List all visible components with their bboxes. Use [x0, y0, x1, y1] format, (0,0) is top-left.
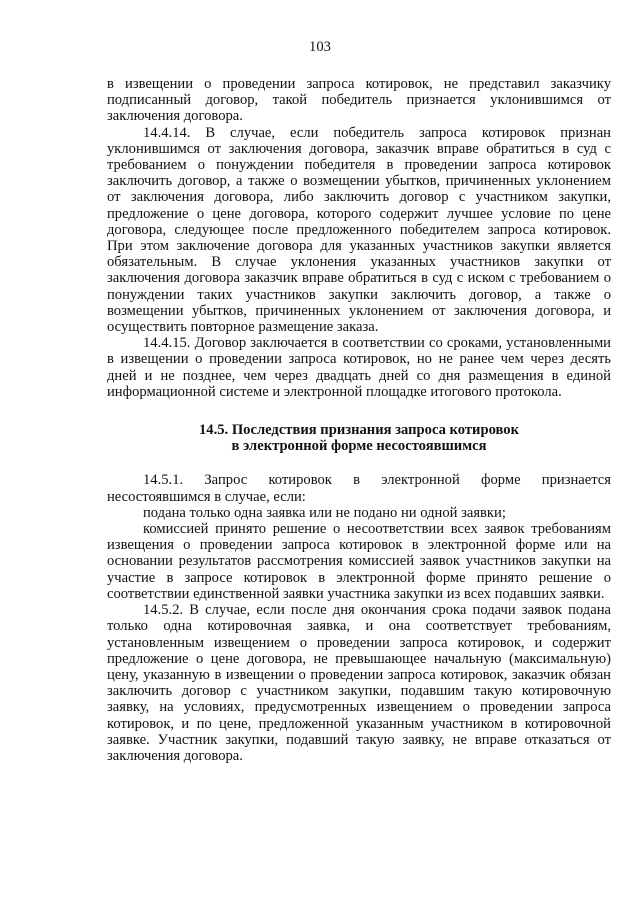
section-heading-14-5 — [107, 422, 611, 454]
list-item-single-bid: подана только одна заявка или не подано ни одной заявки; — [143, 504, 506, 521]
paragraph-14-4-15: 14.4.15. Договор заключается в соответствии со сроками, установленными в извещении о проведении запроса котировок, но не ранее чем через десять дней и не позднее, чем через двадцать дней со дня размещения в единой информационной системе и электронной площадке итогового протокола. — [107, 335, 611, 400]
list-item-commission-decision: комиссией принято решение о несоответствии всех заявок требованиям извещения о проведении запроса котировок в электронной форме или на основании результатов рассмотрения комиссией заявок участников закупки на участие в запросе котировок в электронной форме принято решение о соответствии единственной заявки участника закупки из всех подавших заявки. — [107, 521, 611, 602]
paragraph-14-5-2: 14.5.2. В случае, если после дня окончания срока подачи заявок подана только одна котировочная заявка, и она соответствует требованиям, установленным извещением о проведении запроса котировок, и содержит предложение о цене договора, не превышающее начальную (максимальную) цену, указанную в извещении о проведении запроса котировок, заказчик обязан заключить договор с участником закупки, подавшим такую котировочную заявку, на условиях, предусмотренных извещением о проведении запроса котировок, и по цене, предложенной указанным участником в котировочной заявке. Участник закупки, подавший такую заявку, не вправе отказаться от заключения договора. — [107, 602, 611, 764]
paragraph-continuation: в извещении о проведении запроса котировок, не представил заказчику подписанный договор, такой победитель признается уклонившимся от заключения договора. — [107, 76, 611, 125]
paragraph-14-4-14: 14.4.14. В случае, если победитель запроса котировок признан уклонившимся от заключения договора, заказчик вправе обратиться в суд с требованием о понуждении победителя в проведении запроса котировок заключить договор, а также о возмещении убытков, причиненных уклонением от заключения договора, либо заключить договор с участником закупки, предложение о цене договора, которого содержит лучшее условие по цене договора, следующее после предложенного победителем запроса котировок. При этом заключение договора для указанных участников закупки является обязательным. В случае уклонения указанных участников закупки от заключения договора заказчик вправе обратиться в суд с иском с требованием о понуждении таких участников закупки заключить договор, а также о возмещении убытков, причиненных уклонением от заключения договора, и осуществить повторное размещение заказа. — [107, 124, 611, 336]
section-heading-line-2: в электронной форме несостоявшимся — [231, 438, 487, 455]
paragraph-14-5-1: 14.5.1. Запрос котировок в электронной форме признается несостоявшимся в случае, если: — [107, 472, 611, 505]
document-body — [107, 76, 611, 764]
section-heading-line-1: 14.5. Последствия признания запроса котировок — [199, 422, 519, 439]
page-number: 103 — [309, 39, 331, 55]
